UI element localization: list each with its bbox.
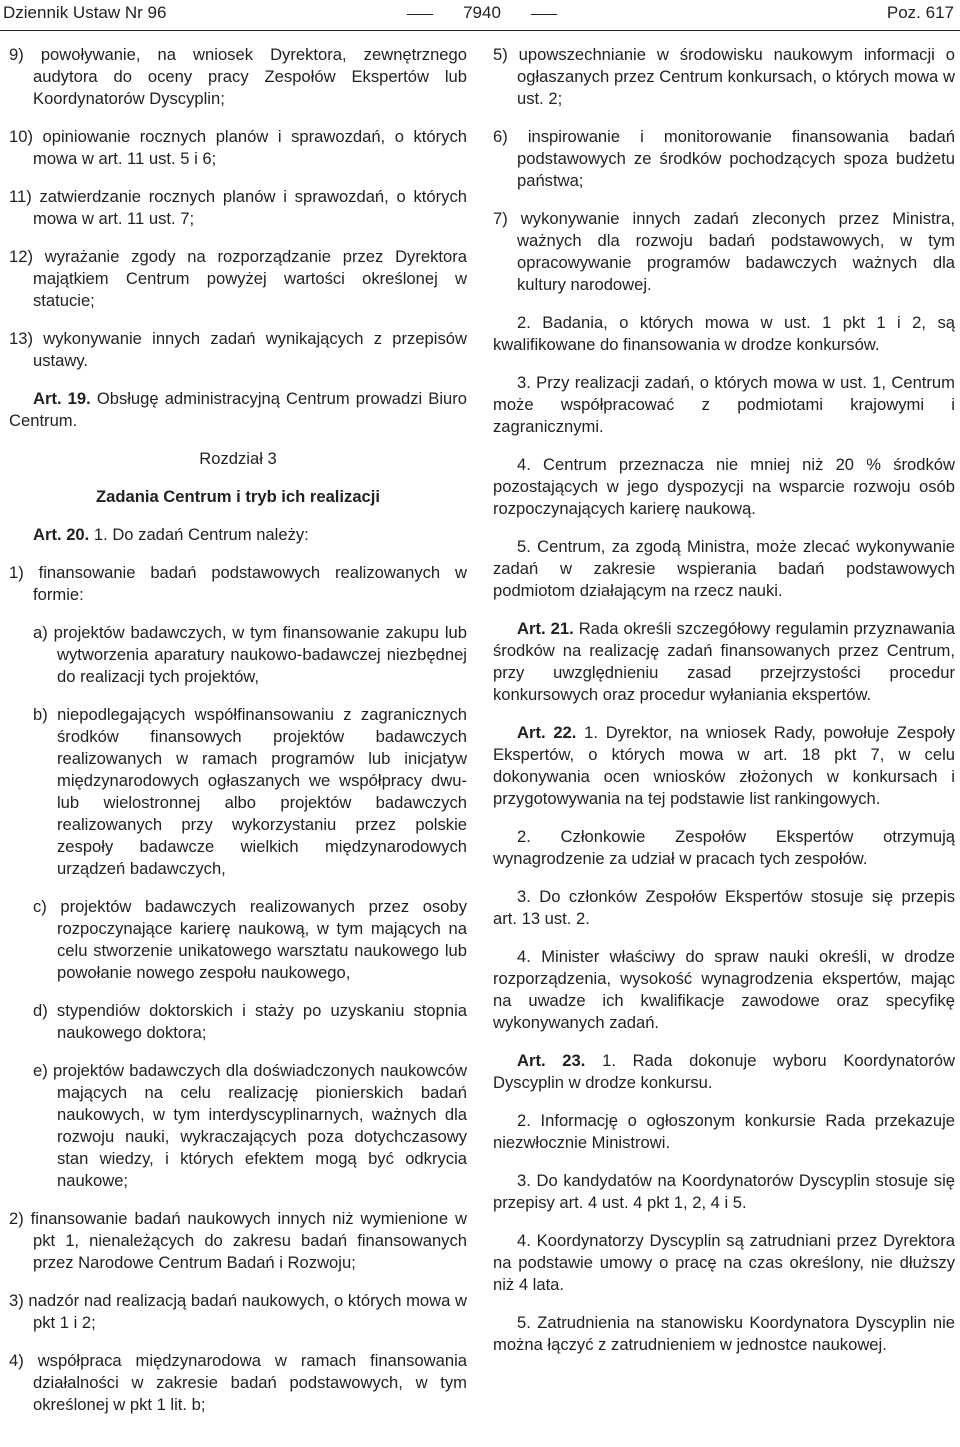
article-21-text: Rada określi szczegółowy regulamin przyznawania środków na realizację zadań finansowanych przez Centrum, przy uwzględnieniu zasad przejrzystości procedur konkursowych oraz procedur wyłaniania ekspertów. bbox=[493, 619, 955, 704]
point-11: 11) zatwierdzanie rocznych planów i sprawozdań, o których mowa w art. 11 ust. 7; bbox=[9, 187, 467, 228]
article-19 bbox=[9, 388, 467, 432]
article-23 bbox=[493, 1050, 955, 1094]
point-12: 12) wyrażanie zgody na rozporządzanie przez Dyrektora majątkiem Centrum powyżej wartości określonej w statucie; bbox=[9, 247, 467, 310]
task-1a: a) projektów badawczych, w tym finansowanie zakupu lub wytworzenia aparatury naukowo-badawczej niezbędnej do realizacji tych projektów, bbox=[33, 623, 467, 686]
task-5: 5) upowszechnianie w środowisku naukowym informacji o ogłaszanych przez Centrum konkursach, o których mowa w ust. 2; bbox=[493, 45, 955, 108]
article-20-paragraph-2: 2. Badania, o których mowa w ust. 1 pkt 1 i 2, są kwalifikowane do finansowania w drodze konkursów. bbox=[493, 313, 955, 354]
article-22-paragraph-2: 2. Członkowie Zespołów Ekspertów otrzymują wynagrodzenie za udział w pracach tych zespołów. bbox=[493, 827, 955, 868]
article-22-paragraph-4: 4. Minister właściwy do spraw nauki określi, w drodze rozporządzenia, wysokość wynagrodzenia ekspertów, mając na uwadze ich kwalifikacje zawodowe oraz specyfikę wykonywanych zadań. bbox=[493, 947, 955, 1032]
chapter-title: Zadania Centrum i tryb ich realizacji bbox=[95, 487, 381, 506]
article-20-text: 1. Do zadań Centrum należy: bbox=[89, 525, 309, 544]
task-3: 3) nadzór nad realizacją badań naukowych, o których mowa w pkt 1 i 2; bbox=[9, 1291, 467, 1332]
task-1d: d) stypendiów doktorskich i staży po uzyskaniu stopnia naukowego doktora; bbox=[33, 1001, 467, 1042]
position-number: Poz. 617 bbox=[886, 3, 954, 22]
task-4: 4) współpraca międzynarodowa w ramach finansowania działalności w zakresie badań podstawowych, w tym określonej w pkt 1 lit. b; bbox=[9, 1351, 467, 1414]
task-2: 2) finansowanie badań naukowych innych niż wymienione w pkt 1, nienależących do zakresu badań finansowanych przez Narodowe Centrum Badań i Rozwoju; bbox=[9, 1209, 467, 1272]
article-21-label: Art. 21. bbox=[517, 619, 574, 638]
task-7: 7) wykonywanie innych zadań zleconych przez Ministra, ważnych dla rozwoju badań podstawowych, w tym opracowywanie programów badawczych ważnych dla kultury narodowej. bbox=[493, 209, 955, 294]
article-19-text: Obsługę administracyjną Centrum prowadzi Biuro Centrum. bbox=[9, 389, 467, 430]
left-column bbox=[9, 44, 467, 1432]
article-23-text: 1. Rada dokonuje wyboru Koordynatorów Dyscyplin w drodze konkursu. bbox=[493, 1051, 955, 1092]
article-22-text: 1. Dyrektor, na wniosek Rady, powołuje Zespoły Ekspertów, o których mowa w art. 18 pkt 7, w celu dokonywania ocen wniosków złożonych w konkursach i przygotowywania na tej podstawie list rankingowych. bbox=[493, 723, 955, 808]
article-20-paragraph-3: 3. Przy realizacji zadań, o których mowa w ust. 1, Centrum może współpracować z podmiotami krajowymi i zagranicznymi. bbox=[493, 373, 955, 436]
journal-title: Dziennik Ustaw Nr 96 bbox=[3, 3, 167, 22]
article-19-label: Art. 19. bbox=[33, 389, 91, 408]
point-10: 10) opiniowanie rocznych planów i sprawozdań, o których mowa w art. 11 ust. 5 i 6; bbox=[9, 127, 467, 168]
article-22-paragraph-3: 3. Do członków Zespołów Ekspertów stosuje się przepis art. 13 ust. 2. bbox=[493, 887, 955, 928]
article-20 bbox=[9, 524, 467, 546]
article-22-label: Art. 22. bbox=[517, 723, 577, 742]
header-rule bbox=[0, 30, 960, 31]
article-20-paragraph-5: 5. Centrum, za zgodą Ministra, może zlecać wykonywanie zadań w zakresie wspierania badań podstawowych podmiotom działającym na rzecz nauki. bbox=[493, 537, 955, 600]
article-23-paragraph-4: 4. Koordynatorzy Dyscyplin są zatrudniani przez Dyrektora na podstawie umowy o pracę na czas określony, nie dłuższy niż 4 lata. bbox=[493, 1231, 955, 1294]
article-23-label: Art. 23. bbox=[517, 1051, 586, 1070]
task-1b: b) niepodlegających współfinansowaniu z zagranicznych środków finansowych projektów badawczych realizowanych w ramach programów lub inicjatyw międzynarodowych ogłaszanych we współpracy dwu- lub wielostronnej albo projektów badawczych realizowanych przy wykorzystaniu przez polskie zespoły badawcze wielkich międzynarodowych urządzeń badawczych, bbox=[33, 705, 467, 878]
page-header bbox=[0, 0, 960, 34]
article-23-paragraph-3: 3. Do kandydatów na Koordynatorów Dyscyplin stosuje się przepisy art. 4 ust. 4 pkt 1, 2, 4 i 5. bbox=[493, 1171, 955, 1212]
task-1: 1) finansowanie badań podstawowych realizowanych w formie: bbox=[9, 563, 467, 604]
article-23-paragraph-2: 2. Informację o ogłoszonym konkursie Rada przekazuje niezwłocznie Ministrowi. bbox=[493, 1111, 955, 1152]
point-9: 9) powoływanie, na wniosek Dyrektora, zewnętrznego audytora do oceny pracy Zespołów Ekspertów lub Koordynatorów Dyscyplin; bbox=[9, 45, 467, 108]
page-number: 7940 bbox=[437, 3, 527, 23]
task-6: 6) inspirowanie i monitorowanie finansowania badań podstawowych ze środków pochodzących spoza budżetu państwa; bbox=[493, 127, 955, 190]
article-21 bbox=[493, 618, 955, 706]
task-1c: c) projektów badawczych realizowanych przez osoby rozpoczynające karierę naukową, w tym mających na celu stworzenie unikatowego warsztatu naukowego lub powołanie nowego zespołu naukowego, bbox=[33, 897, 467, 982]
article-22 bbox=[493, 722, 955, 810]
article-20-paragraph-4: 4. Centrum przeznacza nie mniej niż 20 % środków pozostających w jego dyspozycji na wsparcie rozwoju osób rozpoczynających karierę naukową. bbox=[493, 455, 955, 518]
point-13: 13) wykonywanie innych zadań wynikających z przepisów ustawy. bbox=[9, 329, 467, 370]
article-20-label: Art. 20. bbox=[33, 525, 90, 544]
chapter-number: Rozdział 3 bbox=[199, 449, 277, 468]
article-23-paragraph-5: 5. Zatrudnienia na stanowisku Koordynatora Dyscyplin nie można łączyć z zatrudnieniem w jednostce naukowej. bbox=[493, 1313, 955, 1354]
task-1e: e) projektów badawczych dla doświadczonych naukowców mających na celu realizację pionierskich badań naukowych, w tym interdyscyplinarnych, ważnych dla rozwoju nauki, wykraczających poza dotychczasowy stan wiedzy, i których efektem mogą być odkrycia naukowe; bbox=[33, 1061, 467, 1190]
right-column bbox=[493, 44, 955, 1372]
